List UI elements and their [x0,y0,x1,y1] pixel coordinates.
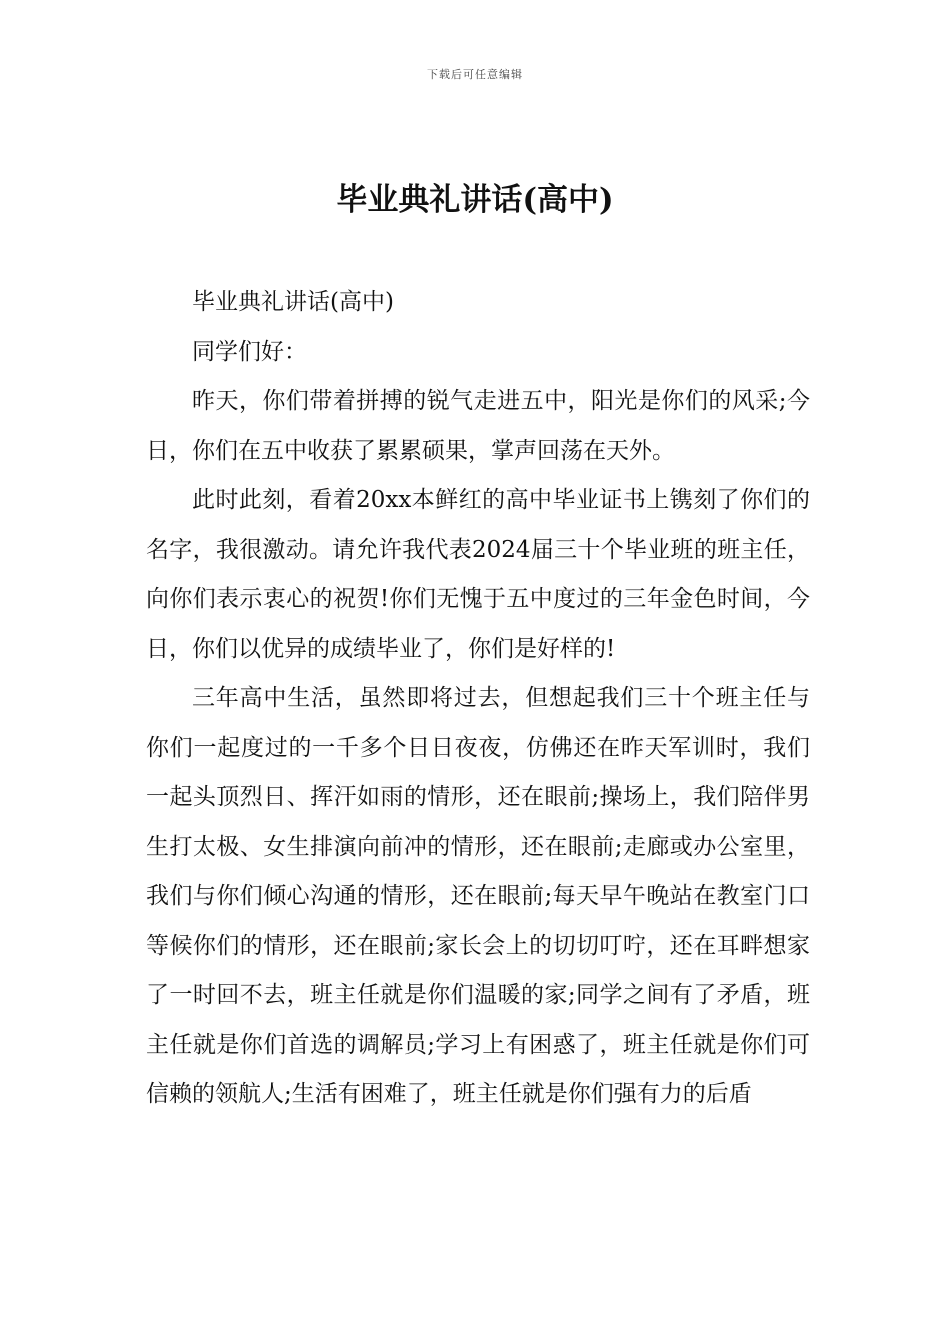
paragraph: 昨天，你们带着拼搏的锐气走进五中，阳光是你们的风采;今日，你们在五中收获了累累硕果，掌声回荡在天外。 [146,388,810,464]
document-title: 毕业典礼讲话(高中) [336,182,614,218]
page-header-note: 下载后可任意编辑 [427,68,523,81]
paragraph: 此时此刻，看着20xx本鲜红的高中毕业证书上镌刻了你们的名字，我很激动。请允许我代表2024届三十个毕业班的班主任，向你们表示衷心的祝贺!你们无愧于五中度过的三年金色时间，今日，你们以优异的成绩毕业了，你们是好样的! [146,487,810,662]
paragraph: 三年高中生活，虽然即将过去，但想起我们三十个班主任与你们一起度过的一千多个日日夜夜，仿佛还在昨天军训时，我们一起头顶烈日、挥汗如雨的情形，还在眼前;操场上，我们陪伴男生打太极、女生排演向前冲的情形，还在眼前;走廊或办公室里，我们与你们倾心沟通的情形，还在眼前;每天早午晚站在教室门口等候你们的情形，还在眼前;家长会上的切切叮咛，还在耳畔想家了一时回不去，班主任就是你们温暖的家;同学之间有了矛盾，班主任就是你们首选的调解员;学习上有困惑了，班主任就是你们可信赖的领航人;生活有困难了，班主任就是你们强有力的后盾 [146,685,810,1107]
document-body [146,278,810,1120]
paragraph-greeting: 同学们好： [192,338,307,365]
paragraph-subtitle: 毕业典礼讲话(高中) [192,289,394,315]
